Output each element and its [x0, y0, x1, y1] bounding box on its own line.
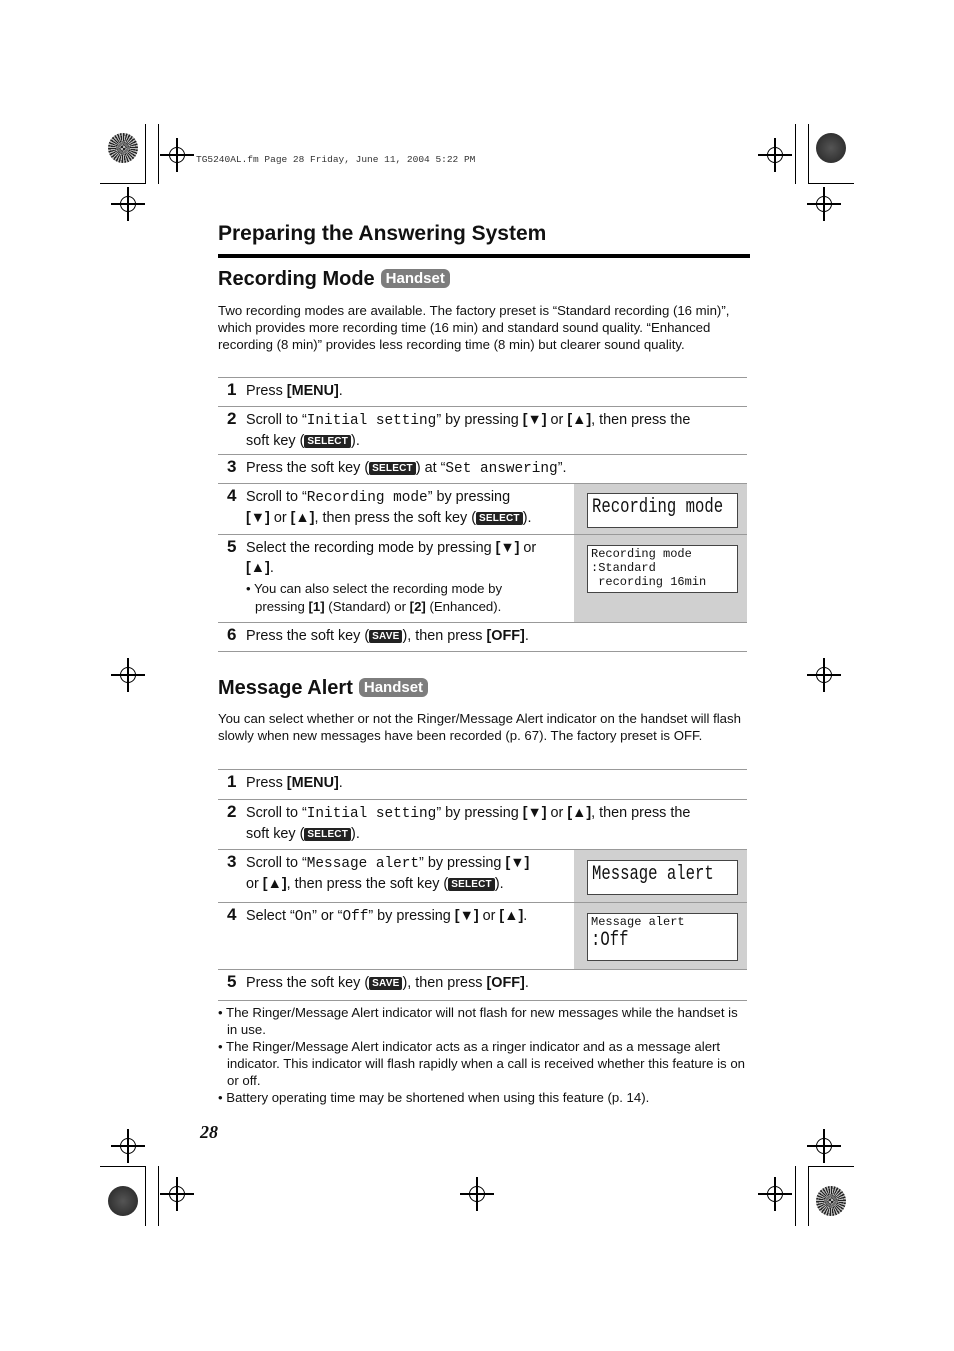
lcd-text: Message alert [591, 915, 685, 929]
step-text: Scroll to “Recording mode” by pressing [▼] or [▲], then press the soft key ( SELECT ). [246, 489, 532, 526]
message-alert-heading [218, 677, 428, 700]
step-4 [218, 902, 747, 969]
section-title: Preparing the Answering System [218, 222, 547, 245]
recording-mode-steps [218, 377, 747, 652]
recording-mode-title: Recording Mode [218, 268, 375, 290]
registration-mark-icon [816, 667, 832, 683]
step-text: Scroll to “Initial setting” by pressing [▼] or [▲], then press the soft key ( SELECT ). [246, 412, 691, 449]
step-number: 2 [227, 802, 237, 821]
color-target-icon [816, 1186, 846, 1216]
color-target-icon [108, 1186, 138, 1216]
display-panel [574, 850, 747, 903]
registration-mark-icon [120, 667, 136, 683]
note-item: • The Ringer/Message Alert indicator acts as a ringer indicator and as a message alert indicator. This indicator will flash rapidly when a call is received whether this feature is on or off. [218, 1039, 745, 1088]
registration-mark-icon [767, 1186, 783, 1202]
step-6 [218, 622, 747, 652]
step-number: 4 [227, 905, 237, 924]
lcd-display [587, 545, 738, 593]
page-number: 28 [200, 1122, 218, 1142]
step-text: Scroll to “Message alert” by pressing [▼] or [▲], then press the soft key ( SELECT ). [246, 855, 530, 892]
note-item: • Battery operating time may be shortened when using this feature (p. 14). [218, 1090, 650, 1105]
lcd-text: Message alert [592, 863, 714, 886]
step-number: 3 [227, 457, 237, 476]
color-target-icon [816, 133, 846, 163]
notes-list [218, 1004, 750, 1106]
registration-mark-icon [767, 147, 783, 163]
message-alert-title: Message Alert [218, 677, 353, 699]
registration-mark-icon [816, 196, 832, 212]
registration-mark-icon [120, 196, 136, 212]
lcd-display [587, 913, 738, 961]
step-4 [218, 483, 747, 534]
step-number: 1 [227, 380, 237, 399]
note-item: • The Ringer/Message Alert indicator will not flash for new messages while the handset is in use. [218, 1005, 738, 1037]
save-softkey-icon: SAVE [369, 977, 402, 990]
step-5 [218, 534, 747, 622]
section-rule [218, 254, 750, 258]
lcd-display [587, 493, 738, 528]
save-softkey-icon: SAVE [369, 630, 402, 643]
display-panel [574, 484, 747, 535]
step-text: Scroll to “Initial setting” by pressing [▼] or [▲], then press the soft key ( SELECT ). [246, 805, 691, 842]
step-3 [218, 849, 747, 902]
message-alert-steps [218, 769, 747, 1001]
registration-mark-icon [120, 1138, 136, 1154]
step-1 [218, 769, 747, 799]
select-softkey-icon: SELECT [448, 878, 495, 891]
color-target-icon [108, 133, 138, 163]
step-2 [218, 406, 747, 454]
step-2 [218, 799, 747, 849]
select-softkey-icon: SELECT [304, 435, 351, 448]
step-5 [218, 969, 747, 1001]
step-text: Press the soft key ( SELECT ) at “Set answering”. [246, 460, 567, 477]
step-note: • You can also select the recording mode by pressing [1] (Standard) or [2] (Enhanced). [246, 581, 503, 614]
step-number: 5 [227, 972, 237, 991]
file-header: TG5240AL.fm Page 28 Friday, June 11, 2004 5:22 PM [196, 154, 476, 165]
recording-mode-heading [218, 268, 450, 291]
step-text: Select the recording mode by pressing [▼] or [▲]. [246, 540, 537, 576]
step-number: 6 [227, 625, 237, 644]
registration-mark-icon [469, 1186, 485, 1202]
step-number: 4 [227, 486, 237, 505]
lcd-text: :Off [591, 929, 629, 952]
recording-mode-intro: Two recording modes are available. The factory preset is “Standard recording (16 min)”, which provides more recording time (16 min) and standard sound quality. “Enhanced recording (8 min)” provides less recording time (8 min) but clearer sound quality. [218, 303, 730, 352]
handset-badge: Handset [359, 678, 428, 697]
registration-mark-icon [169, 147, 185, 163]
registration-mark-icon [169, 1186, 185, 1202]
display-panel [574, 903, 747, 970]
handset-badge: Handset [381, 269, 450, 288]
select-softkey-icon: SELECT [476, 512, 523, 525]
step-text: Press the soft key ( SAVE ), then press [OFF]. [246, 628, 529, 644]
registration-mark-icon [816, 1138, 832, 1154]
step-text: Select “On” or “Off” by pressing [▼] or [▲]. [246, 908, 528, 925]
select-softkey-icon: SELECT [304, 828, 351, 841]
select-softkey-icon: SELECT [369, 462, 416, 475]
step-text: Press [MENU]. [246, 383, 343, 399]
step-number: 2 [227, 409, 237, 428]
step-3 [218, 454, 747, 483]
message-alert-intro: You can select whether or not the Ringer/Message Alert indicator on the handset will flash slowly when new messages have been recorded (p. 67). The factory preset is OFF. [218, 711, 741, 743]
lcd-text: Recording mode :Standard recording 16min [591, 547, 707, 589]
step-number: 3 [227, 852, 237, 871]
lcd-text: Recording mode [592, 496, 724, 519]
step-text: Press [MENU]. [246, 775, 343, 791]
display-panel [574, 535, 747, 623]
step-1 [218, 377, 747, 406]
lcd-display [587, 860, 738, 895]
step-number: 5 [227, 537, 237, 556]
step-number: 1 [227, 772, 237, 791]
step-text: Press the soft key ( SAVE ), then press [OFF]. [246, 975, 529, 991]
